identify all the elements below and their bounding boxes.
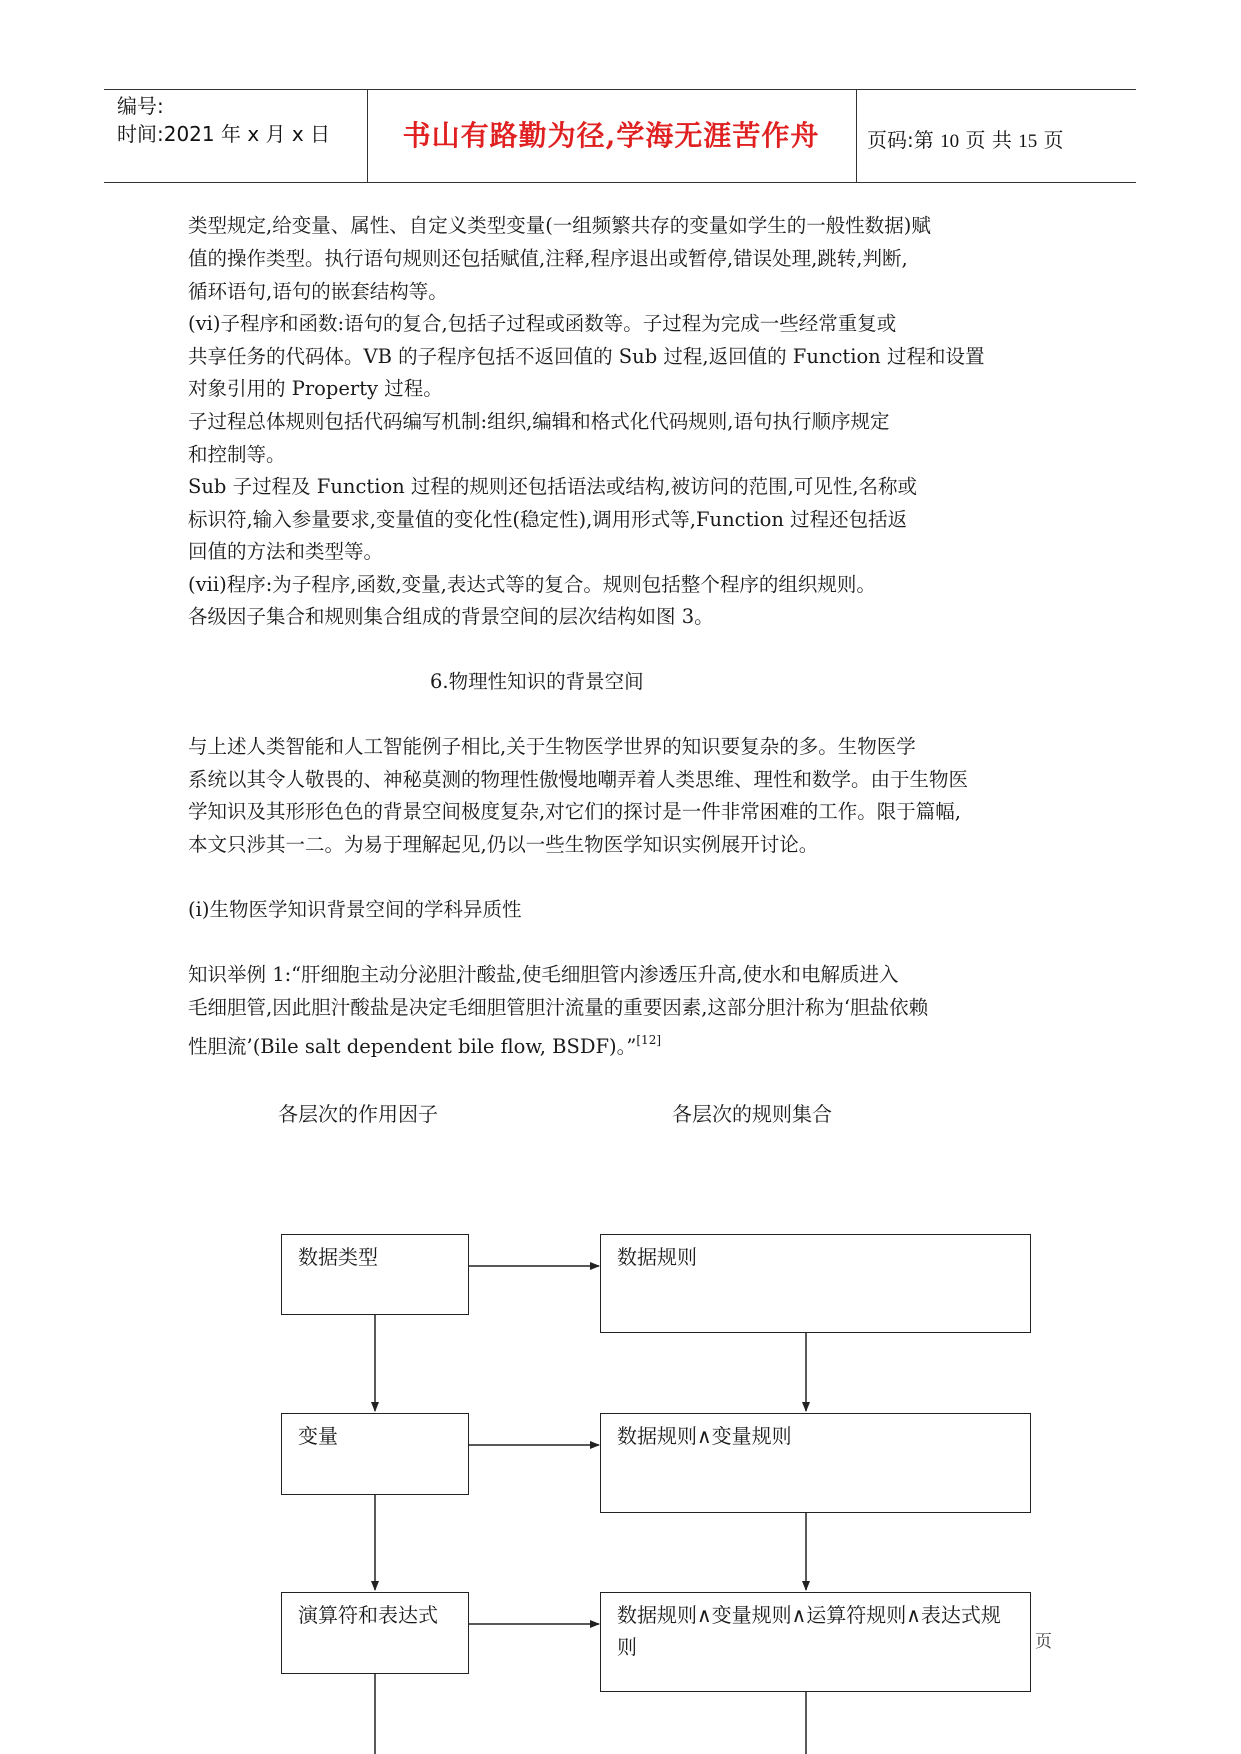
subsection-title: (ⅰ)生物医学知识背景空间的学科异质性 [188, 898, 522, 921]
rule-label: 数据规则∧变量规则∧运算符规则∧表达式规则 [617, 1603, 1001, 1659]
rule-box-data-variable-operator-expression [600, 1592, 1031, 1692]
body-line: (vi)子程序和函数:语句的复合,包括子过程或函数等。子过程为完成一些经常重复或 [188, 312, 897, 335]
rule-label: 数据规则 [617, 1245, 697, 1269]
example-line: 毛细胆管,因此胆汁酸盐是决定毛细胆管胆汁流量的重要因素,这部分胆汁称为‘胆盐依赖 [188, 996, 929, 1019]
example-text: 性胆流’(Bile salt dependent bile flow, BSDF)。” [188, 1035, 637, 1058]
factor-box-operator-expression [281, 1592, 469, 1674]
page-current: 10 [940, 131, 960, 152]
body-line: 共享任务的代码体。VB 的子程序包括不返回值的 Sub 过程,返回值的 Function 过程和设置 [188, 345, 985, 368]
rule-box-data [600, 1234, 1031, 1333]
page-prefix: 页码:第 [867, 128, 934, 152]
body-line: 本文只涉其一二。为易于理解起见,仍以一些生物医学知识实例展开讨论。 [188, 833, 819, 856]
body-line: 对象引用的 Property 过程。 [188, 377, 443, 400]
rule-box-data-variable [600, 1413, 1031, 1513]
factors-heading: 各层次的作用因子 [278, 1102, 438, 1126]
body-line: 与上述人类智能和人工智能例子相比,关于生物医学世界的知识要复杂的多。生物医学 [188, 735, 916, 758]
body-line: 学知识及其形形色色的背景空间极度复杂,对它们的探讨是一件非常困难的工作。限于篇幅, [188, 800, 961, 823]
citation-marker: [12] [636, 1033, 662, 1047]
rules-heading: 各层次的规则集合 [672, 1102, 832, 1126]
body-line: 标识符,输入参量要求,变量值的变化性(稳定性),调用形式等,Function 过程还包括返 [188, 508, 908, 531]
body-line: 各级因子集合和规则集合组成的背景空间的层次结构如图 3。 [188, 605, 714, 628]
section-title: 6.物理性知识的背景空间 [430, 670, 644, 693]
body-line: 类型规定,给变量、属性、自定义类型变量(一组频繁共存的变量如学生的一般性数据)赋 [188, 214, 931, 237]
body-line: Sub 子过程及 Function 过程的规则还包括语法或结构,被访问的范围,可见性,名称或 [188, 475, 918, 498]
page-footer-mark: 页 [1035, 1632, 1052, 1652]
page-mid: 页 共 [965, 128, 1012, 152]
document-time-label: 时间:2021 年 x 月 x 日 [117, 122, 331, 146]
document-number-label: 编号: [117, 94, 164, 118]
body-line: 和控制等。 [188, 443, 286, 466]
page-suffix: 页 [1043, 128, 1064, 152]
rule-label: 数据规则∧变量规则 [617, 1424, 792, 1448]
body-line: 值的操作类型。执行语句规则还包括赋值,注释,程序退出或暂停,错误处理,跳转,判断, [188, 247, 908, 270]
factor-label: 变量 [298, 1424, 338, 1448]
page-total: 15 [1018, 131, 1038, 152]
body-line: 子过程总体规则包括代码编写机制:组织,编辑和格式化代码规则,语句执行顺序规定 [188, 410, 890, 433]
header-motto: 书山有路勤为径,学海无涯苦作舟 [402, 119, 820, 152]
factor-label: 数据类型 [298, 1245, 378, 1269]
body-line: 回值的方法和类型等。 [188, 540, 384, 563]
factor-box-variable [281, 1413, 469, 1495]
body-line: 循环语句,语句的嵌套结构等。 [188, 280, 448, 303]
example-line: 知识举例 1:“肝细胞主动分泌胆汁酸盐,使毛细胆管内渗透压升高,使水和电解质进入 [188, 963, 899, 986]
factor-box-data-type [281, 1234, 469, 1315]
body-line: (vii)程序:为子程序,函数,变量,表达式等的复合。规则包括整个程序的组织规则。 [188, 573, 876, 596]
factor-label: 演算符和表达式 [298, 1603, 438, 1627]
body-line: 系统以其令人敬畏的、神秘莫测的物理性傲慢地嘲弄着人类思维、理性和数学。由于生物医 [188, 768, 969, 791]
